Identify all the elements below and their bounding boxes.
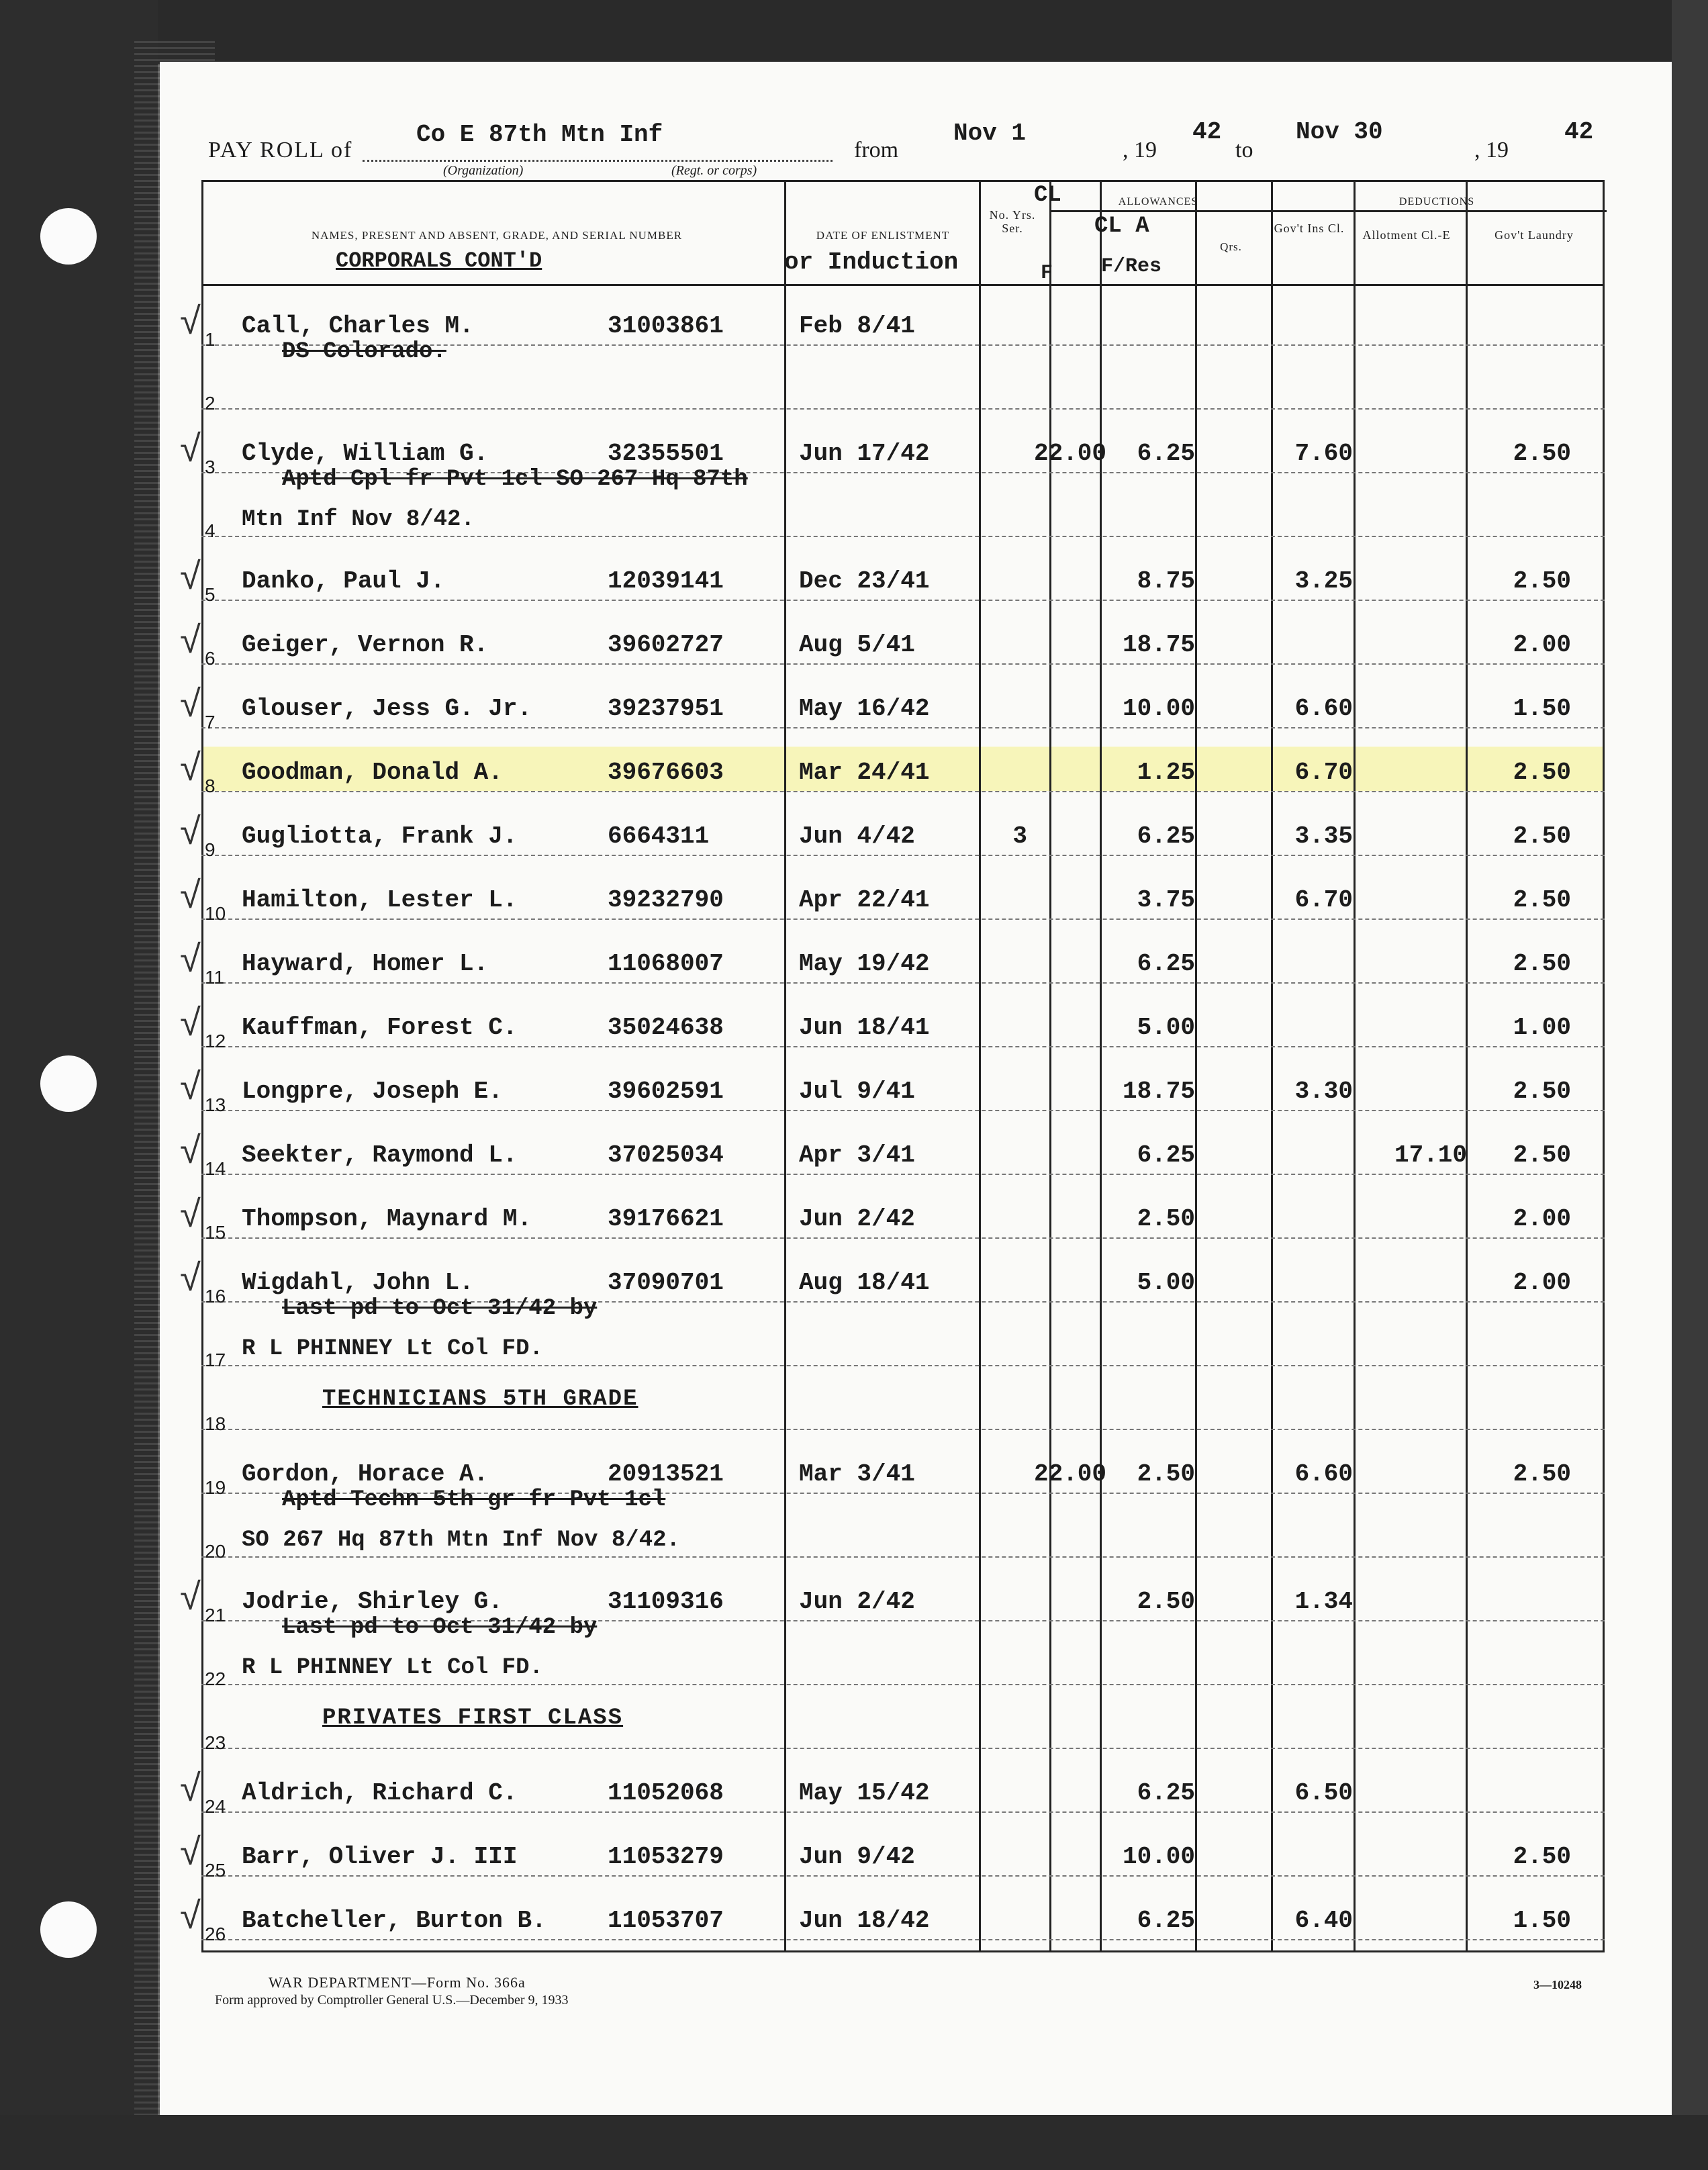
cell-ins: 1.34	[1294, 1588, 1353, 1615]
cell-laundry: 2.50	[1513, 886, 1571, 914]
punch-hole	[40, 208, 97, 265]
cell-name: Clyde, William G.	[242, 440, 489, 467]
check-mark-icon: √	[180, 1766, 201, 1809]
check-mark-icon: √	[180, 746, 201, 788]
to-year: 42	[1564, 118, 1594, 146]
cell-serial: 37025034	[608, 1141, 724, 1169]
cell-laundry: 2.50	[1513, 950, 1571, 978]
line-number: 24	[205, 1796, 226, 1817]
punch-hole	[40, 1055, 97, 1112]
row-rule	[201, 1684, 1605, 1685]
cell-serial: 12039141	[608, 567, 724, 595]
cl-typed: CL	[1034, 183, 1061, 208]
check-mark-icon: √	[180, 1256, 201, 1299]
section-heading: PRIVATES FIRST CLASS	[322, 1705, 624, 1731]
cell-name: Hayward, Homer L.	[242, 950, 489, 978]
row-rule	[201, 1174, 1605, 1175]
row-rule	[201, 1748, 1605, 1749]
row-note: R L PHINNEY Lt Col FD.	[242, 1336, 543, 1362]
check-mark-icon: √	[180, 1575, 201, 1617]
form-approval: Form approved by Comptroller General U.S.—December 9, 1933	[215, 1993, 569, 2008]
cell-name: Hamilton, Lester L.	[242, 886, 518, 914]
cell-date: Aug 18/41	[799, 1269, 930, 1296]
cell-ins: 6.60	[1294, 1460, 1353, 1488]
row-note: Aptd Cpl fr Pvt 1cl SO 267 Hq 87th	[282, 467, 748, 492]
enlistment-header: DATE OF ENLISTMENT	[816, 229, 950, 242]
cell-name: Thompson, Maynard M.	[242, 1205, 532, 1233]
check-mark-icon: √	[180, 1192, 201, 1235]
cell-date: Apr 3/41	[799, 1141, 915, 1169]
cell-ins: 7.60	[1294, 440, 1353, 467]
cell-fres: 6.25	[1137, 440, 1195, 467]
row-rule	[201, 1939, 1605, 1940]
row-rule	[201, 1429, 1605, 1430]
cell-name: Goodman, Donald A.	[242, 759, 503, 786]
names-header: NAMES, PRESENT AND ABSENT, GRADE, AND SERIAL NUMBER	[311, 229, 683, 242]
cell-fres: 6.25	[1137, 1907, 1195, 1934]
punch-hole	[40, 1901, 97, 1958]
regt-caption: (Regt. or corps)	[671, 163, 757, 178]
cell-laundry: 2.50	[1513, 1843, 1571, 1871]
line-number: 23	[205, 1732, 226, 1753]
line-number: 4	[205, 520, 216, 541]
line-number: 9	[205, 839, 216, 860]
cell-date: Jun 17/42	[799, 440, 930, 467]
row-rule	[201, 1556, 1605, 1558]
check-mark-icon: √	[180, 427, 201, 469]
to-date: Nov 30	[1296, 118, 1383, 146]
cell-name: Geiger, Vernon R.	[242, 631, 489, 659]
cell-name: Call, Charles M.	[242, 312, 474, 340]
check-mark-icon: √	[180, 1129, 201, 1171]
cell-fres: 18.75	[1122, 631, 1195, 659]
row-rule	[201, 982, 1605, 984]
cell-name: Wigdahl, John L.	[242, 1269, 474, 1296]
cell-serial: 39676603	[608, 759, 724, 786]
line-number: 17	[205, 1350, 226, 1370]
cell-date: May 16/42	[799, 695, 930, 722]
cell-name: Glouser, Jess G. Jr.	[242, 695, 532, 722]
f-typed: F	[1041, 262, 1053, 285]
cell-ins: 6.40	[1294, 1907, 1353, 1934]
organization-value: Co E 87th Mtn Inf	[416, 121, 663, 148]
cell-serial: 39176621	[608, 1205, 724, 1233]
cell-ins: 3.30	[1294, 1078, 1353, 1105]
cell-serial: 31109316	[608, 1588, 724, 1615]
allowances-header: ALLOWANCES	[1118, 196, 1198, 207]
cell-serial: 20913521	[608, 1460, 724, 1488]
cell-serial: 39237951	[608, 695, 724, 722]
allowances-rule	[1049, 210, 1271, 212]
line-number: 16	[205, 1286, 226, 1307]
cell-laundry: 2.50	[1513, 567, 1571, 595]
gov-ins-header: Gov't Ins Cl.	[1274, 222, 1345, 235]
form-number: WAR DEPARTMENT—Form No. 366a	[269, 1974, 526, 1991]
cell-date: Jun 2/42	[799, 1205, 915, 1233]
cell-serial: 6664311	[608, 822, 710, 850]
from-date: Nov 1	[953, 120, 1027, 147]
cell-laundry: 2.00	[1513, 1269, 1571, 1296]
cell-ins: 3.35	[1294, 822, 1353, 850]
line-number: 7	[205, 712, 216, 733]
cell-date: Jun 18/41	[799, 1014, 930, 1041]
line-number: 25	[205, 1860, 226, 1881]
check-mark-icon: √	[180, 1894, 201, 1936]
cell-date: Jun 4/42	[799, 822, 915, 850]
cell-name: Danko, Paul J.	[242, 567, 445, 595]
section-heading: TECHNICIANS 5TH GRADE	[322, 1386, 638, 1412]
cell-laundry: 1.50	[1513, 1907, 1571, 1934]
cell-fres: 10.00	[1122, 695, 1195, 722]
line-number: 12	[205, 1031, 226, 1051]
cell-ins: 6.70	[1294, 886, 1353, 914]
cell-serial: 11053707	[608, 1907, 724, 1934]
row-rule	[201, 1110, 1605, 1111]
cell-date: Mar 3/41	[799, 1460, 915, 1488]
cell-fres: 1.25	[1137, 759, 1195, 786]
cell-date: Mar 24/41	[799, 759, 930, 786]
cell-date: Jul 9/41	[799, 1078, 915, 1105]
cell-name: Aldrich, Richard C.	[242, 1779, 518, 1807]
form-code: 3—10248	[1533, 1978, 1582, 1991]
check-mark-icon: √	[180, 555, 201, 597]
cell-serial: 39602727	[608, 631, 724, 659]
line-number: 13	[205, 1094, 226, 1115]
section-corporals: CORPORALS CONT'D	[336, 248, 542, 273]
row-rule	[201, 918, 1605, 920]
year-prefix-to: , 19	[1474, 138, 1509, 162]
cell-fres: 5.00	[1137, 1014, 1195, 1041]
cell-date: Feb 8/41	[799, 312, 915, 340]
line-number: 26	[205, 1924, 226, 1944]
cell-fres: 2.50	[1137, 1588, 1195, 1615]
cell-name: Gugliotta, Frank J.	[242, 822, 518, 850]
line-number: 5	[205, 584, 216, 605]
row-rule	[201, 1365, 1605, 1366]
check-mark-icon: √	[180, 937, 201, 980]
scan-border-right	[1672, 0, 1708, 2170]
cell-date: Apr 22/41	[799, 886, 930, 914]
line-number: 18	[205, 1413, 226, 1434]
row-note: Aptd Techn 5th gr fr Pvt 1cl	[282, 1487, 666, 1513]
cell-fres: 6.25	[1137, 1779, 1195, 1807]
cell-fres: 10.00	[1122, 1843, 1195, 1871]
row-rule	[201, 1811, 1605, 1813]
check-mark-icon: √	[180, 682, 201, 724]
cell-ins: 6.50	[1294, 1779, 1353, 1807]
row-rule	[201, 1875, 1605, 1877]
to-label: to	[1235, 138, 1253, 162]
line-number: 2	[205, 393, 216, 414]
cell-name: Barr, Oliver J. III	[242, 1843, 518, 1871]
row-note: Mtn Inf Nov 8/42.	[242, 507, 475, 532]
fres-typed: F/Res	[1101, 255, 1162, 278]
cell-serial: 39232790	[608, 886, 724, 914]
cell-name: Batcheller, Burton B.	[242, 1907, 547, 1934]
deductions-rule	[1271, 210, 1607, 212]
cla-typed: CL A	[1094, 214, 1149, 239]
deductions-header: DEDUCTIONS	[1398, 196, 1475, 207]
row-note: DS Colorado.	[282, 339, 446, 365]
from-label: from	[854, 138, 899, 162]
cell-date: Jun 18/42	[799, 1907, 930, 1934]
cell-serial: 39602591	[608, 1078, 724, 1105]
check-mark-icon: √	[180, 874, 201, 916]
check-mark-icon: √	[180, 618, 201, 661]
check-mark-icon: √	[180, 1065, 201, 1107]
cell-fres: 6.25	[1137, 1141, 1195, 1169]
row-note: SO 267 Hq 87th Mtn Inf Nov 8/42.	[242, 1527, 680, 1553]
cell-serial: 11068007	[608, 950, 724, 978]
scan-border-bottom	[0, 2115, 1708, 2170]
line-number: 19	[205, 1477, 226, 1498]
cell-date: Jun 9/42	[799, 1843, 915, 1871]
pay-roll-label: PAY ROLL of	[208, 138, 353, 162]
yrs-header: No. Yrs. Ser.	[989, 208, 1036, 235]
cell-name: Longpre, Joseph E.	[242, 1078, 503, 1105]
cell-cl: 22.00	[1034, 1460, 1107, 1488]
line-number: 14	[205, 1158, 226, 1179]
row-rule	[201, 791, 1605, 792]
row-note: R L PHINNEY Lt Col FD.	[242, 1655, 543, 1681]
row-rule	[201, 727, 1605, 728]
cell-name: Jodrie, Shirley G.	[242, 1588, 503, 1615]
laundry-header: Gov't Laundry	[1494, 228, 1574, 242]
cell-laundry: 2.50	[1513, 440, 1571, 467]
line-number: 6	[205, 648, 216, 669]
row-rule	[201, 600, 1605, 601]
row-note: Last pd to Oct 31/42 by	[282, 1615, 598, 1640]
line-number: 1	[205, 329, 216, 350]
row-note: Last pd to Oct 31/42 by	[282, 1296, 598, 1321]
cell-serial: 11052068	[608, 1779, 724, 1807]
line-number: 10	[205, 903, 226, 924]
row-rule	[201, 536, 1605, 537]
cell-date: Dec 23/41	[799, 567, 930, 595]
line-number: 8	[205, 775, 216, 796]
cell-cl: 22.00	[1034, 440, 1107, 467]
cell-laundry: 2.50	[1513, 759, 1571, 786]
row-rule	[201, 408, 1605, 410]
cell-ins: 6.60	[1294, 695, 1353, 722]
qrs-header: Qrs.	[1220, 240, 1242, 253]
line-number: 15	[205, 1222, 226, 1243]
cell-name: Seekter, Raymond L.	[242, 1141, 518, 1169]
cell-laundry: 1.50	[1513, 695, 1571, 722]
line-number: 22	[205, 1668, 226, 1689]
cell-laundry: 1.00	[1513, 1014, 1571, 1041]
from-year: 42	[1192, 118, 1222, 146]
cell-fres: 6.25	[1137, 950, 1195, 978]
cell-fres: 6.25	[1137, 822, 1195, 850]
check-mark-icon: √	[180, 810, 201, 852]
cell-date: Jun 2/42	[799, 1588, 915, 1615]
cell-serial: 31003861	[608, 312, 724, 340]
year-prefix-from: , 19	[1123, 138, 1157, 162]
row-rule	[201, 855, 1605, 856]
organization-underline	[363, 160, 833, 162]
line-number: 3	[205, 457, 216, 477]
cell-fres: 2.50	[1137, 1460, 1195, 1488]
cell-serial: 32355501	[608, 440, 724, 467]
cell-date: May 19/42	[799, 950, 930, 978]
cell-laundry: 2.00	[1513, 631, 1571, 659]
cell-laundry: 2.50	[1513, 1078, 1571, 1105]
check-mark-icon: √	[180, 1830, 201, 1873]
row-rule	[201, 1237, 1605, 1239]
header-bottom-rule	[203, 284, 1603, 286]
cell-fres: 5.00	[1137, 1269, 1195, 1296]
cell-yrs: 3	[1012, 822, 1027, 850]
cell-laundry: 2.50	[1513, 822, 1571, 850]
cell-date: Aug 5/41	[799, 631, 915, 659]
cell-fres: 3.75	[1137, 886, 1195, 914]
allotment-header: Allotment Cl.-E	[1362, 228, 1451, 242]
cell-ins: 3.25	[1294, 567, 1353, 595]
cell-laundry: 2.50	[1513, 1460, 1571, 1488]
cell-serial: 35024638	[608, 1014, 724, 1041]
row-rule	[201, 663, 1605, 665]
enlistment-typed: or Induction	[784, 248, 959, 276]
cell-fres: 18.75	[1122, 1078, 1195, 1105]
cell-laundry: 2.00	[1513, 1205, 1571, 1233]
cell-serial: 37090701	[608, 1269, 724, 1296]
cell-fres: 8.75	[1137, 567, 1195, 595]
scan-border-top	[0, 0, 1708, 64]
cell-ins: 6.70	[1294, 759, 1353, 786]
check-mark-icon: √	[180, 1001, 201, 1043]
cell-date: May 15/42	[799, 1779, 930, 1807]
line-number: 11	[205, 967, 225, 988]
cell-fres: 2.50	[1137, 1205, 1195, 1233]
cell-allot: 17.10	[1394, 1141, 1467, 1169]
check-mark-icon: √	[180, 299, 201, 342]
line-number: 20	[205, 1541, 226, 1562]
cell-serial: 11053279	[608, 1843, 724, 1871]
row-rule	[201, 1046, 1605, 1047]
cell-laundry: 2.50	[1513, 1141, 1571, 1169]
line-number: 21	[205, 1605, 226, 1625]
cell-name: Gordon, Horace A.	[242, 1460, 489, 1488]
organization-caption: (Organization)	[443, 163, 524, 178]
cell-name: Kauffman, Forest C.	[242, 1014, 518, 1041]
